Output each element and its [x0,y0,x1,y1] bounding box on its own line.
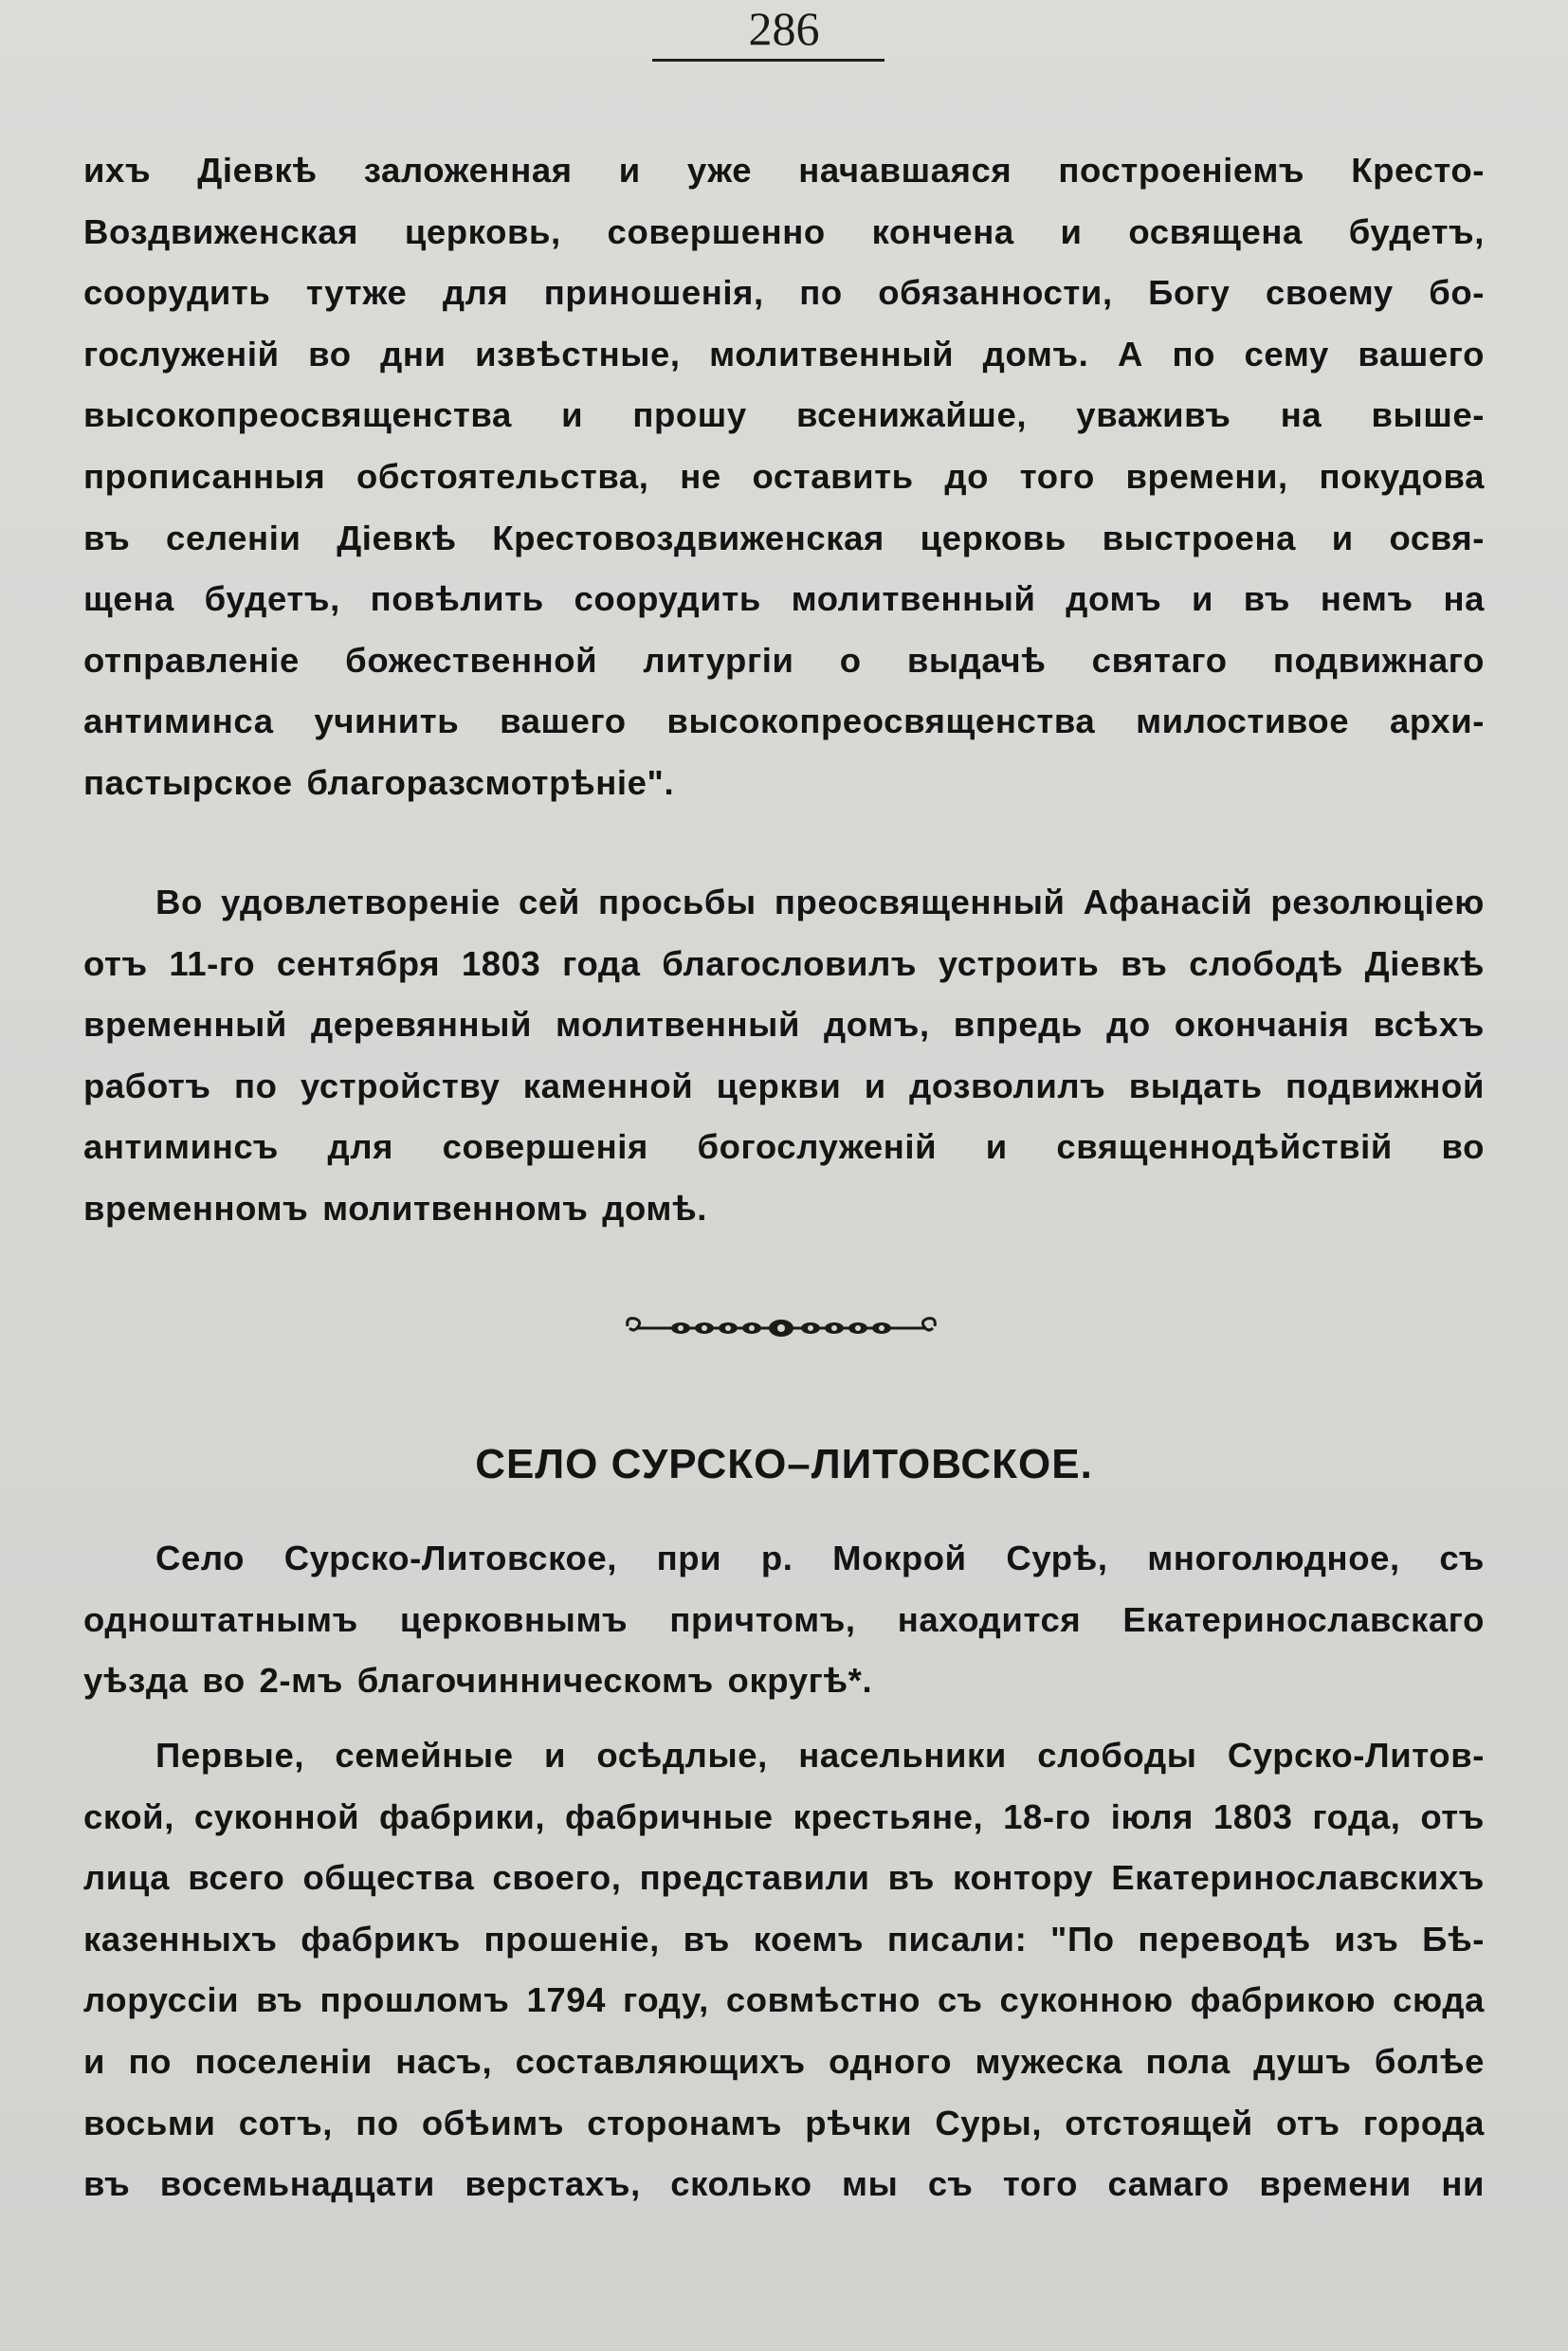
text-line: въ селеніи Діевкѣ Крестовоздвиженская церковь выстроена и освя- [83,518,1485,557]
page-number: 286 [748,2,820,55]
text-line: лица всего общества своего, представили въ контору Екатеринославскихъ [83,1858,1485,1898]
text-line: Первые, семейные и осѣдлые, насельники слободы Сурско-Литов- [155,1736,1485,1775]
text-line: отъ 11-го сентября 1803 года благословилъ устроить въ слободѣ Діевкѣ [83,943,1485,983]
text-line: работъ по устройству каменной церкви и дозволилъ выдать подвижной [83,1066,1485,1105]
text-line: высокопреосвященства и прошу всенижайше, уваживъ на выше- [83,395,1485,435]
text-line: соорудить тутже для приношенія, по обязанности, Богу своему бо- [83,273,1485,313]
text-line: Во удовлетвореніе сей просьбы преосвященный Афанасій резолюціею [155,883,1485,921]
text-line: восьми сотъ, по обѣимъ сторонамъ рѣчки Суры, отстоящей отъ города [83,2103,1485,2142]
header-rule [652,59,884,62]
text-line: щена будетъ, повѣлить соорудить молитвенный домъ и въ немъ на [83,579,1485,619]
paragraph-continued [83,140,1485,814]
text-line: Село Сурско-Литовское, при р. Мокрой Сурѣ, многолюдное, съ [155,1539,1485,1577]
text-line: и по поселеніи насъ, составляющихъ одного мужеска пола душъ болѣе [83,2041,1485,2081]
text-line: лоруссіи въ прошломъ 1794 году, совмѣстно съ суконною фабрикою сюда [83,1980,1485,2020]
section-title: СЕЛО СУРСКО–ЛИТОВСКОЕ. [475,1441,1093,1487]
text-line: отправленіе божественной литургіи о выдачѣ святаго подвижнаго [83,640,1485,680]
text-line: антиминса учинить вашего высокопреосвященства милостивое архи- [83,702,1485,741]
text-line: казенныхъ фабрикъ прошеніе, въ коемъ писали: "По переводѣ изъ Бѣ- [83,1919,1485,1959]
text-line: ской, суконной фабрики, фабричные крестьяне, 18-го іюля 1803 года, отъ [83,1796,1485,1836]
text-line: въ восемьнадцати верстахъ, сколько мы съ того самаго времени ни [83,2164,1485,2204]
text-line: временный деревянный молитвенный домъ, впредь до окончанія всѣхъ [83,1005,1485,1045]
paragraph-village-intro [83,1528,1485,1712]
text-line: одноштатнымъ церковнымъ причтомъ, находится Екатеринославскаго [83,1599,1485,1639]
text-line: гослуженій во дни извѣстные, молитвенный домъ. А по сему вашего [83,334,1485,374]
text-line: прописанныя обстоятельства, не оставить до того времени, покудова [83,456,1485,496]
text-line: пастырское благоразсмотрѣніе". [83,762,675,802]
paragraph-settlers [83,1725,1485,2215]
decorative-ornament [624,1313,939,1345]
paragraph-resolution [83,872,1485,1240]
text-line: Воздвиженская церковь, совершенно кончена и освящена будетъ, [83,211,1485,251]
text-line: уѣзда во 2-мъ благочинническомъ округѣ*. [83,1661,873,1701]
text-line: антиминсъ для совершенія богослуженій и священнодѣйствій во [83,1127,1485,1167]
text-line: временномъ молитвенномъ домѣ. [83,1188,708,1228]
text-line: ихъ Діевкѣ заложенная и уже начавшаяся построеніемъ Кресто- [83,151,1485,190]
